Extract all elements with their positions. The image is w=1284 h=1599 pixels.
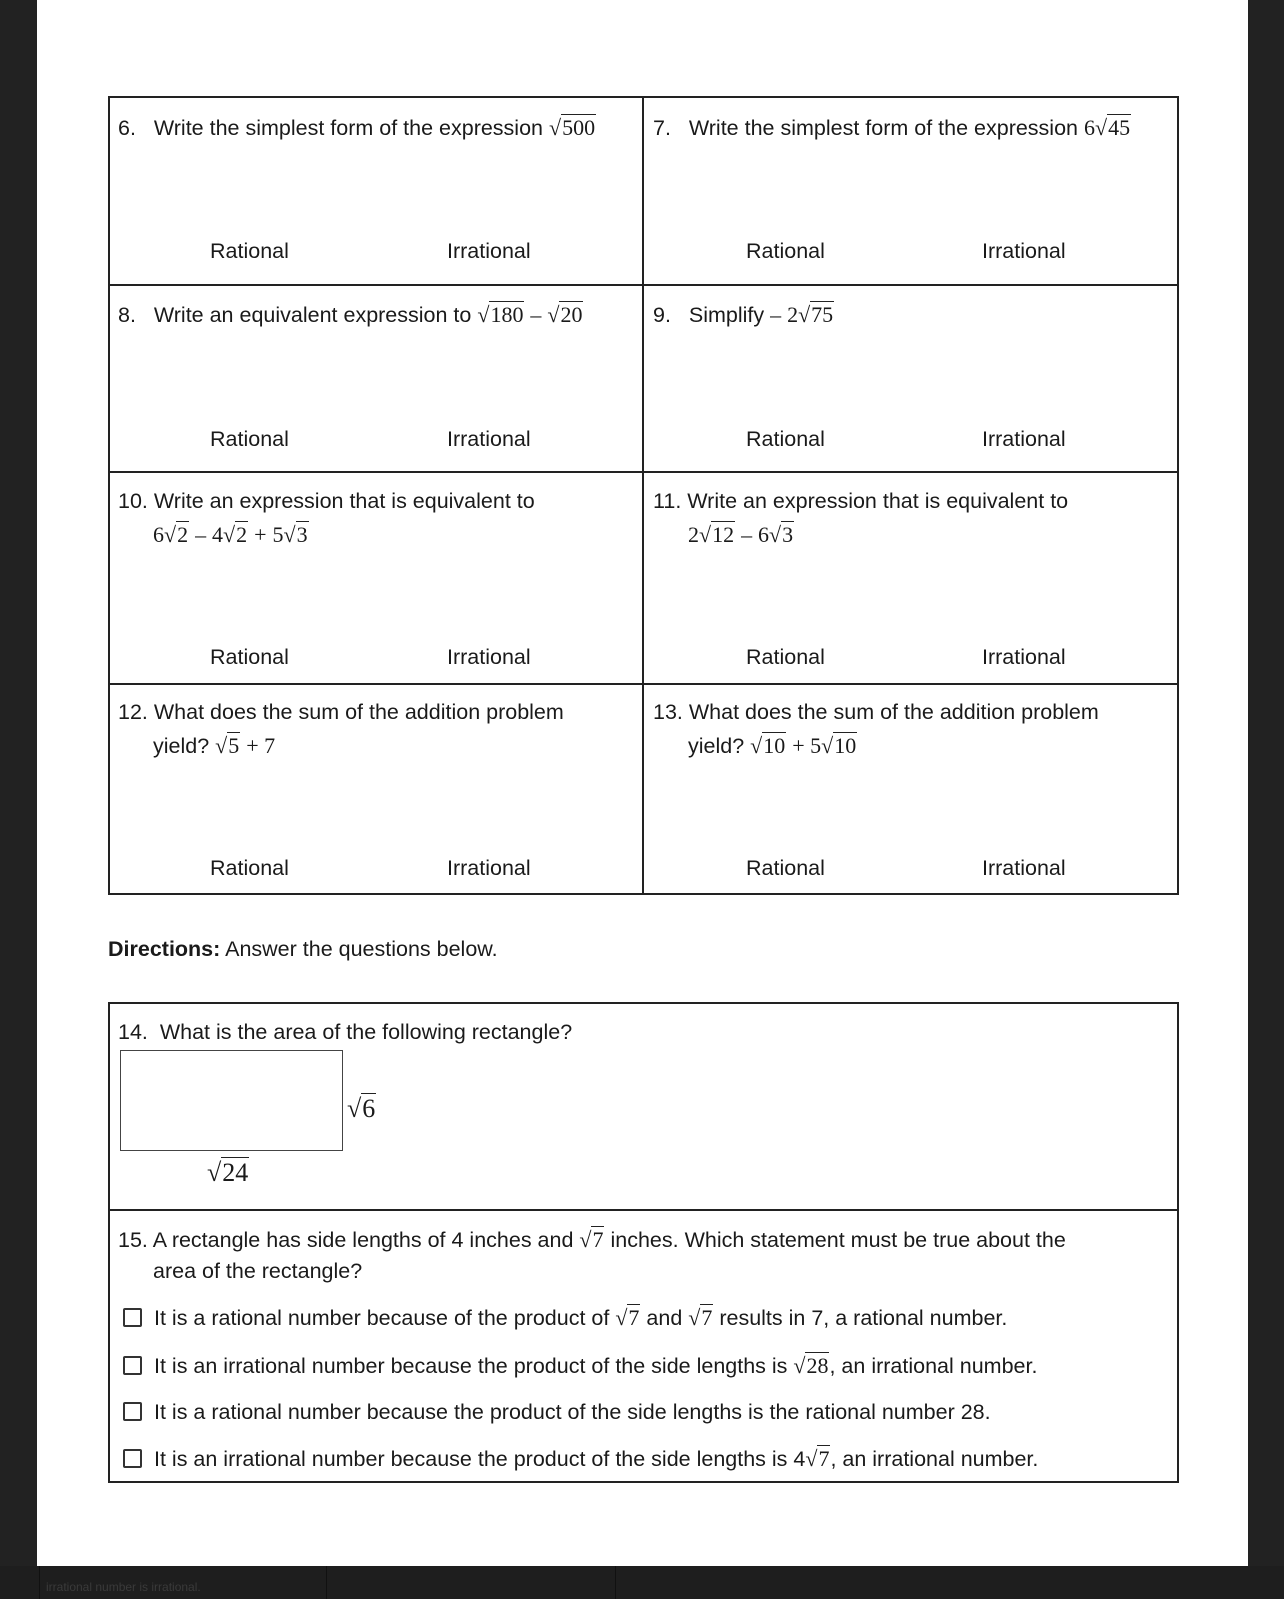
rational-option[interactable]: Rational [746,645,825,669]
question-12 [118,699,564,725]
question-number: 14. [118,1020,148,1044]
question-8 [118,302,583,328]
irrational-option[interactable]: Irrational [982,856,1066,880]
question-15: 15. A rectangle has side lengths of 4 inches and √7 inches. Which statement must be true about the [118,1227,1066,1252]
table-column-divider [642,96,644,895]
question-number: 6. [118,116,136,140]
question-text: Write an equivalent expression to [153,303,472,327]
question-text: Write an expression that is equivalent to [687,489,1069,513]
rational-option[interactable]: Rational [746,239,825,263]
irrational-option[interactable]: Irrational [982,645,1066,669]
question-14 [118,1019,572,1045]
checkbox[interactable] [123,1356,142,1375]
irrational-option[interactable]: Irrational [447,427,531,451]
question-9 [653,302,834,328]
rational-option[interactable]: Rational [210,427,289,451]
question-11-expression: 2√12 – 6√3 [688,522,794,547]
question-7 [653,115,1131,141]
question-number: 8. [118,303,136,327]
rectangle-diagram [120,1050,343,1151]
checkbox[interactable] [123,1402,142,1421]
irrational-option[interactable]: Irrational [447,645,531,669]
background-text: irrational number is irrational. [46,1580,201,1594]
rational-option[interactable]: Rational [210,645,289,669]
question-number: 11. [653,489,682,513]
question-text: What is the area of the following rectangle? [159,1020,573,1044]
question-12-expression: yield? √5 + 7 [153,733,276,758]
answer-option-4[interactable]: It is an irrational number because the product of the side lengths is 4√7, an irrational number. [123,1446,1038,1472]
table-row-divider [108,284,1179,286]
coefficient: 6 [1084,115,1095,140]
question-text: Write the simplest form of the expression [153,116,544,140]
question-11 [653,488,1068,514]
question-6 [118,115,596,141]
irrational-option[interactable]: Irrational [982,239,1066,263]
question-10 [118,488,535,514]
rational-option[interactable]: Rational [746,856,825,880]
question-text: What does the sum of the addition problem [153,700,564,724]
question-number: 12. [118,700,148,724]
coefficient: 2 [787,302,799,327]
directions [108,936,498,962]
question-13 [653,699,1099,725]
irrational-option[interactable]: Irrational [982,427,1066,451]
question-number: 10. [118,489,148,513]
rectangle-base-label: √24 [207,1158,249,1187]
question-number: 7. [653,116,671,140]
radical: √20 [547,302,583,327]
rational-option[interactable]: Rational [210,856,289,880]
operator: – [530,302,542,327]
directions-label: Directions: [108,937,221,961]
table-row-divider [108,683,1179,685]
question-number: 13. [653,700,683,724]
radical: √45 [1095,115,1131,140]
directions-text: Answer the questions below. [225,937,498,961]
question-text: Write an expression that is equivalent to [153,489,535,513]
radical: √75 [798,302,834,327]
answer-option-3[interactable]: It is a rational number because the product of the side lengths is the rational number 28. [123,1399,991,1425]
question-text: Write the simplest form of the expression [688,116,1079,140]
question-10-expression: 6√2 – 4√2 + 5√3 [153,522,308,547]
answer-option-1[interactable]: It is a rational number because of the product of √7 and √7 results in 7, a rational number. [123,1305,1007,1331]
box-row-divider [108,1209,1179,1211]
rectangle-side-label: √6 [347,1094,376,1123]
checkbox[interactable] [123,1449,142,1468]
radical: √180 [477,302,524,327]
question-15-line-2: area of the rectangle? [153,1259,363,1283]
rational-option[interactable]: Rational [210,239,289,263]
operator: – [770,302,782,327]
irrational-option[interactable]: Irrational [447,239,531,263]
rational-option[interactable]: Rational [746,427,825,451]
question-number: 9. [653,303,671,327]
question-text: Simplify [688,303,765,327]
irrational-option[interactable]: Irrational [447,856,531,880]
answer-option-2[interactable]: It is an irrational number because the product of the side lengths is √28, an irrational number. [123,1353,1037,1379]
question-13-expression: yield? √10 + 5√10 [688,733,857,758]
checkbox[interactable] [123,1308,142,1327]
background-document-strip [0,1566,1284,1599]
radical: √500 [549,115,596,140]
question-text: What does the sum of the addition problem [688,700,1099,724]
table-row-divider [108,471,1179,473]
